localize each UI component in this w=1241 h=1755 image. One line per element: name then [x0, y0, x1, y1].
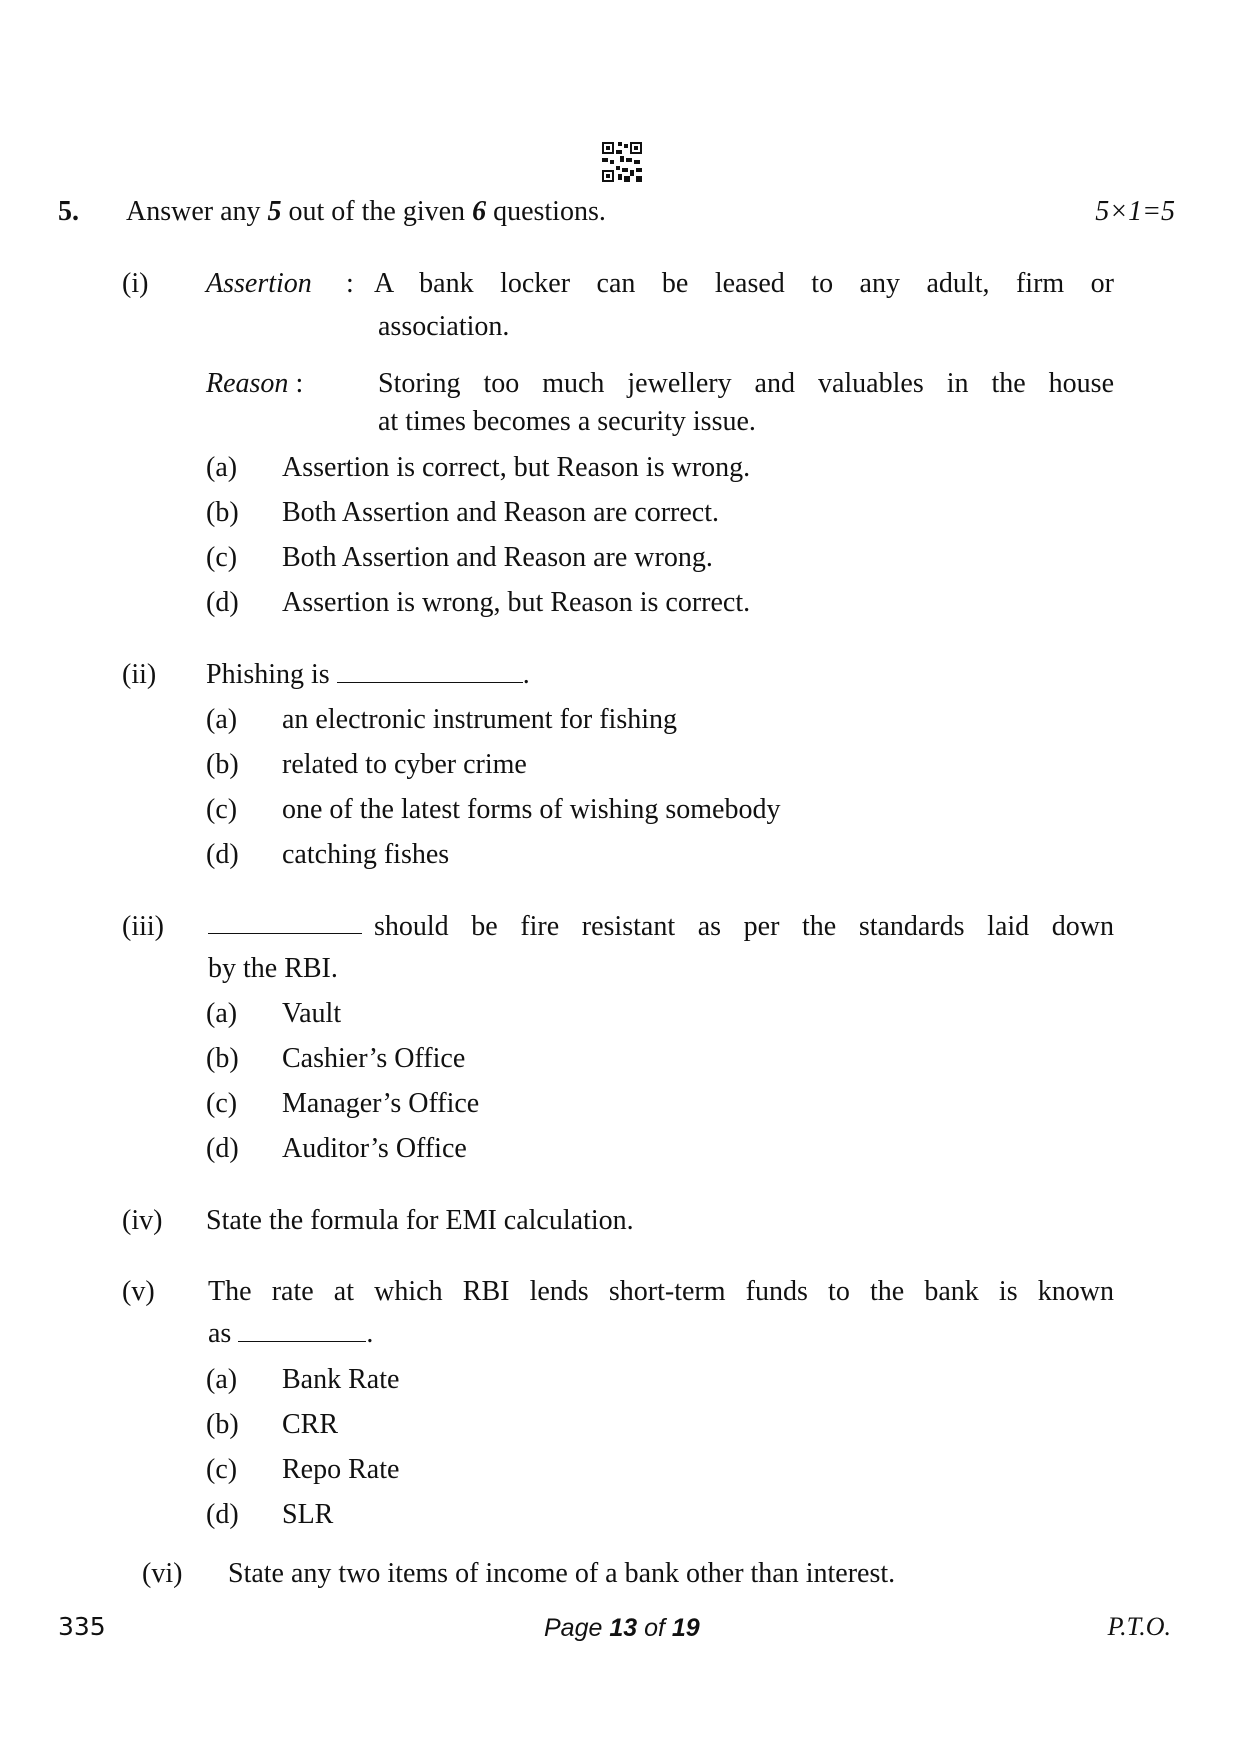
option-label: (a)	[206, 704, 238, 735]
option-text: Cashier’s Office	[282, 1043, 466, 1074]
pto-label: P.T.O.	[1107, 1612, 1171, 1641]
option-text: Both Assertion and Reason are wrong.	[282, 542, 713, 573]
option-text: Auditor’s Office	[282, 1133, 467, 1164]
reason-text-line-1: Storing too much jewellery and valuables in the house	[378, 368, 1114, 399]
option-text: Assertion is wrong, but Reason is correct.	[282, 587, 751, 618]
option-text: one of the latest forms of wishing somebody	[282, 794, 781, 825]
option-label: (d)	[206, 1133, 239, 1164]
assertion-colon: :	[346, 268, 354, 299]
subquestion-label: (ii)	[122, 659, 157, 690]
assertion-text-line-1: A bank locker can be leased to any adult, firm or	[374, 268, 1114, 299]
assertion-text-line-2: association.	[378, 311, 510, 342]
question-number: 5.	[58, 196, 79, 227]
option-label: (a)	[206, 1364, 238, 1395]
rate-stem-line-1: The rate at which RBI lends short-term funds to the bank is known	[208, 1276, 1114, 1307]
option-text: an electronic instrument for fishing	[282, 704, 677, 735]
vault-stem-line-2: by the RBI.	[208, 953, 338, 984]
rate-stem-line-2: as .	[208, 1318, 374, 1349]
vault-stem-line-1: should be fire resistant as per the standards laid down	[374, 911, 1114, 942]
option-label: (b)	[206, 1043, 239, 1074]
option-label: (d)	[206, 1499, 239, 1530]
option-label: (d)	[206, 587, 239, 618]
option-text: Manager’s Office	[282, 1088, 480, 1119]
option-text: Vault	[282, 998, 342, 1029]
option-label: (a)	[206, 452, 238, 483]
paper-code: 335	[58, 1612, 106, 1641]
option-label: (c)	[206, 1454, 238, 1485]
answer-blank	[208, 911, 362, 934]
subquestion-label: (vi)	[142, 1558, 183, 1589]
answer-blank	[238, 1319, 366, 1342]
option-label: (b)	[206, 749, 239, 780]
income-question-text: State any two items of income of a bank other than interest.	[228, 1558, 896, 1589]
option-text: Repo Rate	[282, 1454, 400, 1485]
option-label: (b)	[206, 1409, 239, 1440]
question-marks: 5×1=5	[1095, 196, 1175, 227]
option-label: (b)	[206, 497, 239, 528]
reason-label-group: Reason :	[206, 368, 304, 399]
option-label: (a)	[206, 998, 238, 1029]
option-label: (d)	[206, 839, 239, 870]
emi-question-text: State the formula for EMI calculation.	[206, 1205, 634, 1236]
page-number: Page 13 of 19	[544, 1614, 700, 1642]
subquestion-label: (v)	[122, 1276, 155, 1307]
question-instruction: Answer any 5 out of the given 6 questions.	[126, 196, 606, 227]
option-label: (c)	[206, 794, 238, 825]
option-label: (c)	[206, 1088, 238, 1119]
option-text: Assertion is correct, but Reason is wrong.	[282, 452, 751, 483]
subquestion-label: (i)	[122, 268, 149, 299]
option-text: catching fishes	[282, 839, 450, 870]
option-text: Both Assertion and Reason are correct.	[282, 497, 719, 528]
assertion-label: Assertion	[206, 268, 312, 299]
phishing-stem: Phishing is .	[206, 659, 530, 690]
reason-text-line-2: at times becomes a security issue.	[378, 406, 756, 437]
option-text: SLR	[282, 1499, 334, 1530]
subquestion-label: (iii)	[122, 911, 164, 942]
option-label: (c)	[206, 542, 238, 573]
option-text: Bank Rate	[282, 1364, 400, 1395]
subquestion-label: (iv)	[122, 1205, 163, 1236]
answer-blank	[337, 660, 523, 683]
qr-code-icon	[602, 142, 642, 182]
option-text: related to cyber crime	[282, 749, 527, 780]
option-text: CRR	[282, 1409, 339, 1440]
